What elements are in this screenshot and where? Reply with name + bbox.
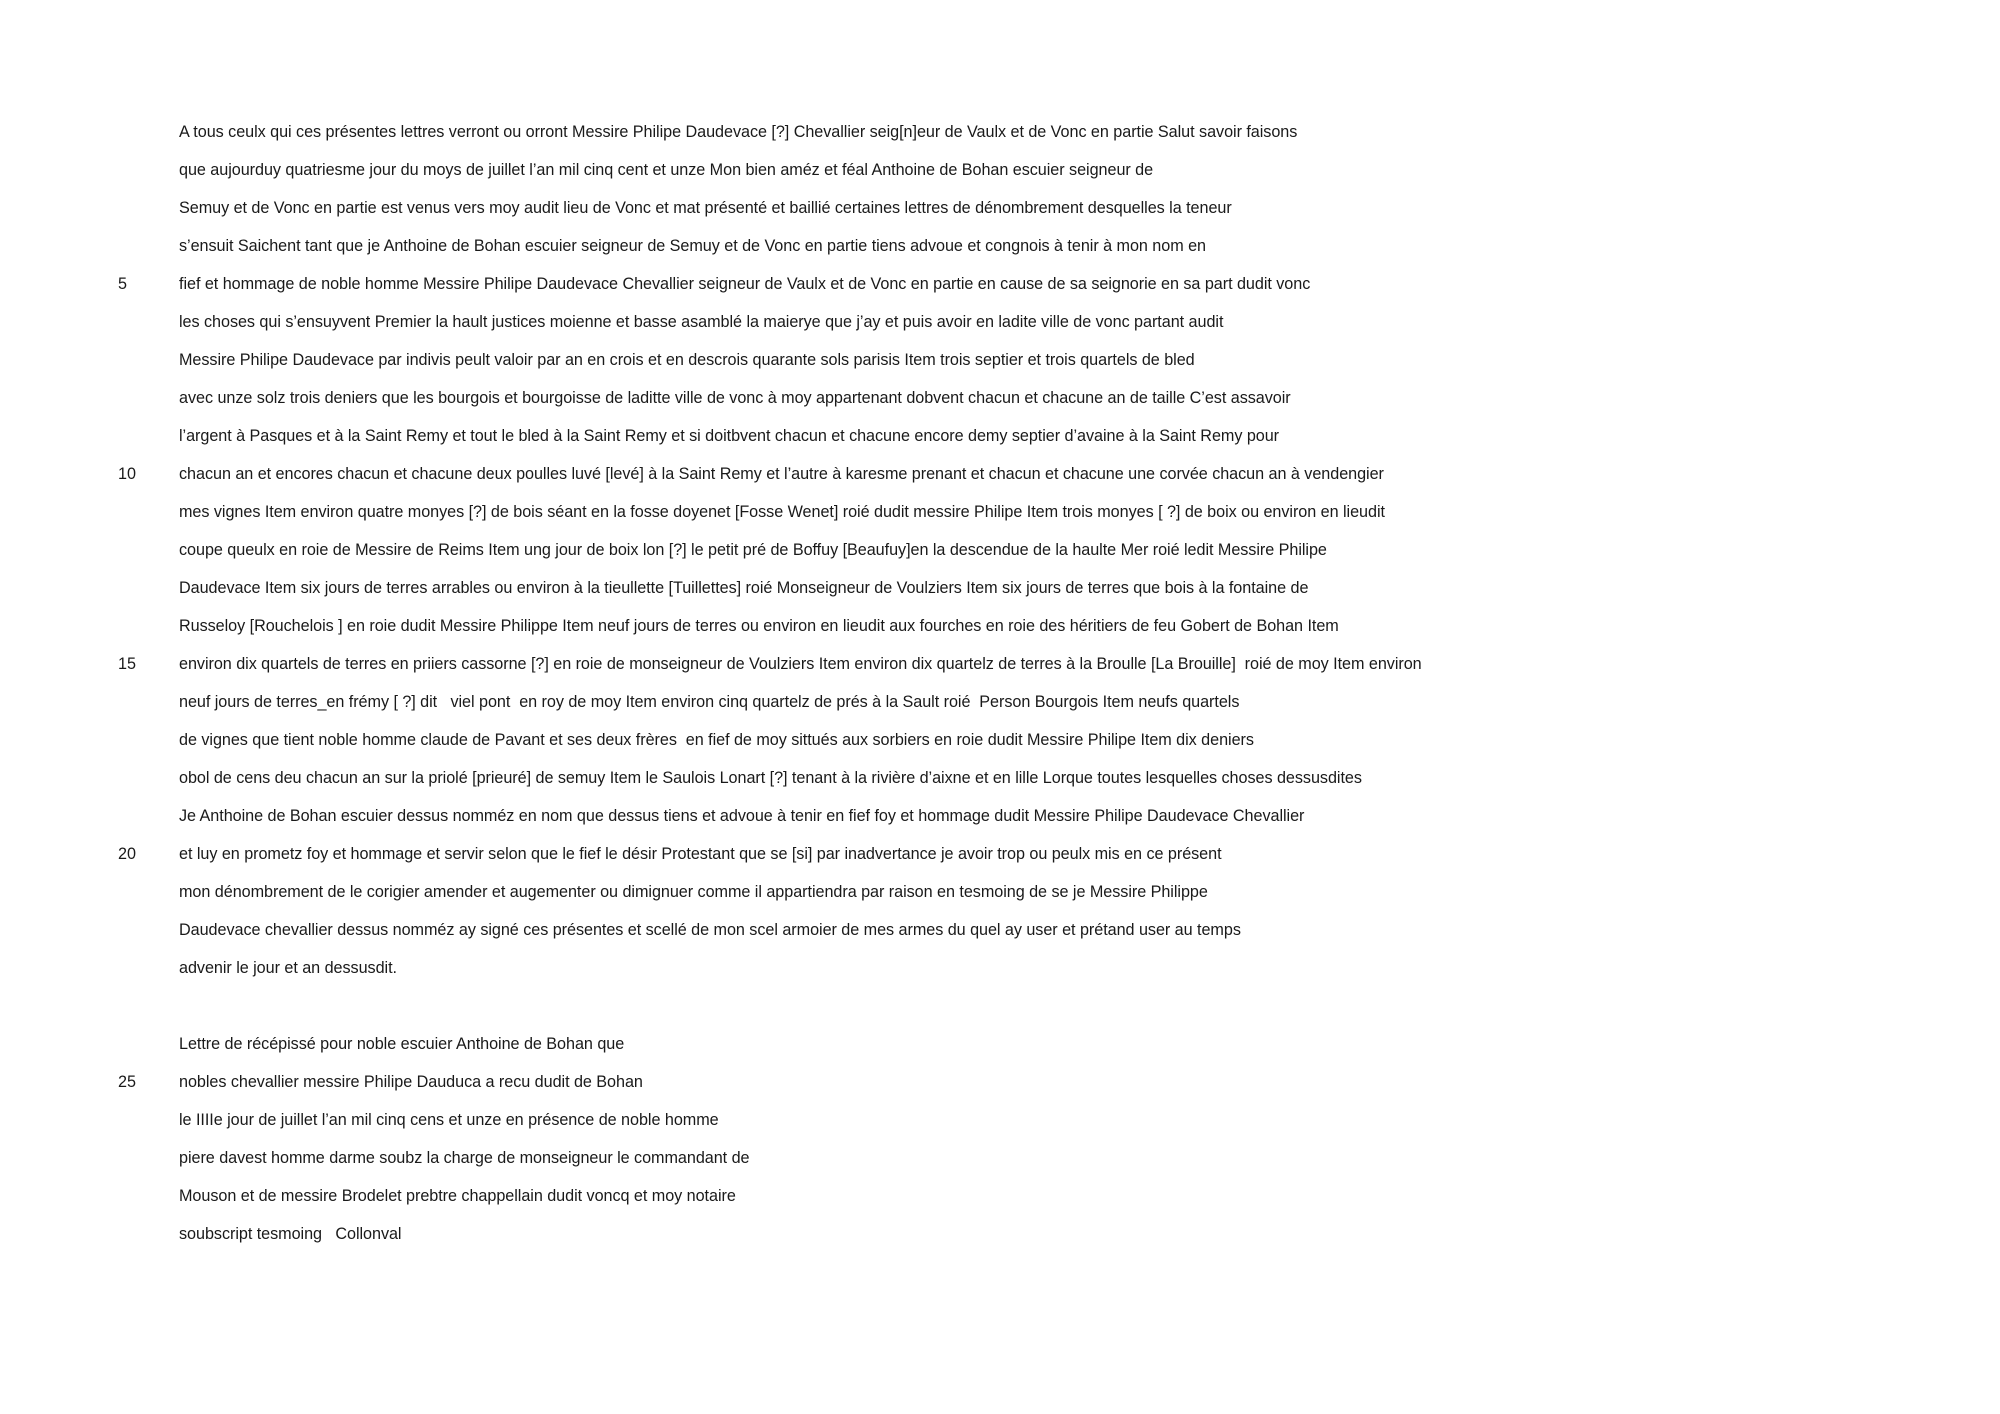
- transcription-line: [0, 1177, 2000, 1215]
- line-text: obol de cens deu chacun an sur la priolé [prieuré] de semuy Item le Saulois Lonart [?] tenant à la rivière d’aixne et en lille Lorque toutes lesquelles choses dessusdites: [179, 769, 1362, 787]
- line-text: neuf jours de terres_en frémy [ ?] dit viel pont en roy de moy Item environ cinq quartelz de prés à la Sault roié Person Bourgois Item neufs quartels: [179, 693, 1240, 711]
- transcription-line: [0, 151, 2000, 189]
- transcription-line: [0, 189, 2000, 227]
- line-text: s’ensuit Saichent tant que je Anthoine de Bohan escuier seigneur de Semuy et de Vonc en partie tiens advoue et congnois à tenir à mon nom en: [179, 237, 1206, 255]
- line-text: piere davest homme darme soubz la charge de monseigneur le commandant de: [179, 1149, 750, 1167]
- line-text: l’argent à Pasques et à la Saint Remy et tout le bled à la Saint Remy et si doitbvent chacun et chacune encore demy septier d’avaine à la Saint Remy pour: [179, 427, 1280, 445]
- transcription-line: [0, 797, 2000, 835]
- line-text: environ dix quartels de terres en priiers cassorne [?] en roie de monseigneur de Voulziers Item environ dix quartelz de terres à la Broulle [La Brouille] roié de moy Item environ: [179, 655, 1422, 673]
- line-text: Mouson et de messire Brodelet prebtre chappellain dudit voncq et moy notaire: [179, 1187, 736, 1205]
- line-text: fief et hommage de noble homme Messire Philipe Daudevace Chevallier seigneur de Vaulx et de Vonc en partie en cause de sa seignorie en sa part dudit vonc: [179, 275, 1311, 293]
- transcription-line: [0, 1101, 2000, 1139]
- transcription-line: [0, 835, 2000, 873]
- transcription-line: [0, 569, 2000, 607]
- line-text: mes vignes Item environ quatre monyes [?] de bois séant en la fosse doyenet [Fosse Wenet] roié dudit messire Philipe Item trois monyes [ ?] de boix ou environ en lieudit: [179, 503, 1385, 521]
- line-text: et luy en prometz foy et hommage et servir selon que le fief le désir Protestant que se [si] par inadvertance je avoir trop ou peulx mis en ce présent: [179, 845, 1222, 863]
- transcription-line: [0, 949, 2000, 987]
- line-text: Messire Philipe Daudevace par indivis peult valoir par an en crois et en descrois quarante sols parisis Item trois septier et trois quartels de bled: [179, 351, 1195, 369]
- line-text: Je Anthoine de Bohan escuier dessus nomméz en nom que dessus tiens et advoue à tenir en fief foy et hommage dudit Messire Philipe Daudevace Chevallier: [179, 807, 1305, 825]
- transcription-line: [0, 683, 2000, 721]
- transcription-line: [0, 531, 2000, 569]
- line-number: 10: [118, 465, 137, 483]
- transcription-line: [0, 303, 2000, 341]
- line-text: avec unze solz trois deniers que les bourgois et bourgoisse de laditte ville de vonc à moy appartenant dobvent chacun et chacune an de taille C’est assavoir: [179, 389, 1291, 407]
- transcription-line: [0, 265, 2000, 303]
- line-text: le IIIIe jour de juillet l’an mil cinq cens et unze en présence de noble homme: [179, 1111, 719, 1129]
- transcription-line: [0, 1139, 2000, 1177]
- transcription-line: [0, 721, 2000, 759]
- transcription-line: [0, 1215, 2000, 1253]
- transcription-line: [0, 493, 2000, 531]
- transcription-line: [0, 1025, 2000, 1063]
- transcription-line: [0, 987, 2000, 1025]
- line-text: A tous ceulx qui ces présentes lettres verront ou orront Messire Philipe Daudevace [?] Chevallier seig[n]eur de Vaulx et de Vonc en partie Salut savoir faisons: [179, 123, 1298, 141]
- line-text: mon dénombrement de le corigier amender et augementer ou dimignuer comme il appartiendra par raison en tesmoing de se je Messire Philippe: [179, 883, 1208, 901]
- line-text: Russeloy [Rouchelois ] en roie dudit Messire Philippe Item neuf jours de terres ou environ en lieudit aux fourches en roie des héritiers de feu Gobert de Bohan Item: [179, 617, 1339, 635]
- transcription-line: [0, 227, 2000, 265]
- line-text: chacun an et encores chacun et chacune deux poulles luvé [levé] à la Saint Remy et l’autre à karesme prenant et chacun et chacune une corvée chacun an à vendengier: [179, 465, 1384, 483]
- transcription-line: [0, 911, 2000, 949]
- line-text: soubscript tesmoing Collonval: [179, 1225, 402, 1243]
- transcription-line: [0, 607, 2000, 645]
- transcription-line: [0, 113, 2000, 151]
- line-text: Daudevace Item six jours de terres arrables ou environ à la tieullette [Tuillettes] roié Monseigneur de Voulziers Item six jours de terres que bois à la fontaine de: [179, 579, 1309, 597]
- transcription-line: [0, 379, 2000, 417]
- line-text: nobles chevallier messire Philipe Dauduca a recu dudit de Bohan: [179, 1073, 643, 1091]
- transcription-line: [0, 455, 2000, 493]
- line-text: Semuy et de Vonc en partie est venus vers moy audit lieu de Vonc et mat présenté et baillié certaines lettres de dénombrement desquelles la teneur: [179, 199, 1232, 217]
- line-text: coupe queulx en roie de Messire de Reims Item ung jour de boix lon [?] le petit pré de Boffuy [Beaufuy]en la descendue de la haulte Mer roié ledit Messire Philipe: [179, 541, 1327, 559]
- transcription-body: [0, 113, 2000, 1253]
- transcription-line: [0, 417, 2000, 455]
- line-number: 20: [118, 845, 137, 863]
- line-text: Daudevace chevallier dessus nomméz ay signé ces présentes et scellé de mon scel armoier de mes armes du quel ay user et prétand user au temps: [179, 921, 1241, 939]
- line-text: Lettre de récépissé pour noble escuier Anthoine de Bohan que: [179, 1035, 625, 1053]
- transcription-line: [0, 873, 2000, 911]
- line-text: que aujourduy quatriesme jour du moys de juillet l’an mil cinq cent et unze Mon bien améz et féal Anthoine de Bohan escuier seigneur de: [179, 161, 1154, 179]
- transcription-line: [0, 341, 2000, 379]
- line-number: 5: [118, 275, 128, 293]
- transcription-line: [0, 1063, 2000, 1101]
- line-number: 25: [118, 1073, 137, 1091]
- line-text: advenir le jour et an dessusdit.: [179, 959, 397, 977]
- transcription-line: [0, 645, 2000, 683]
- line-text: de vignes que tient noble homme claude de Pavant et ses deux frères en fief de moy sittués aux sorbiers en roie dudit Messire Philipe Item dix deniers: [179, 731, 1254, 749]
- transcription-line: [0, 759, 2000, 797]
- line-number: 15: [118, 655, 137, 673]
- line-text: les choses qui s’ensuyvent Premier la hault justices moienne et basse asamblé la maierye que j’ay et puis avoir en ladite ville de vonc partant audit: [179, 313, 1224, 331]
